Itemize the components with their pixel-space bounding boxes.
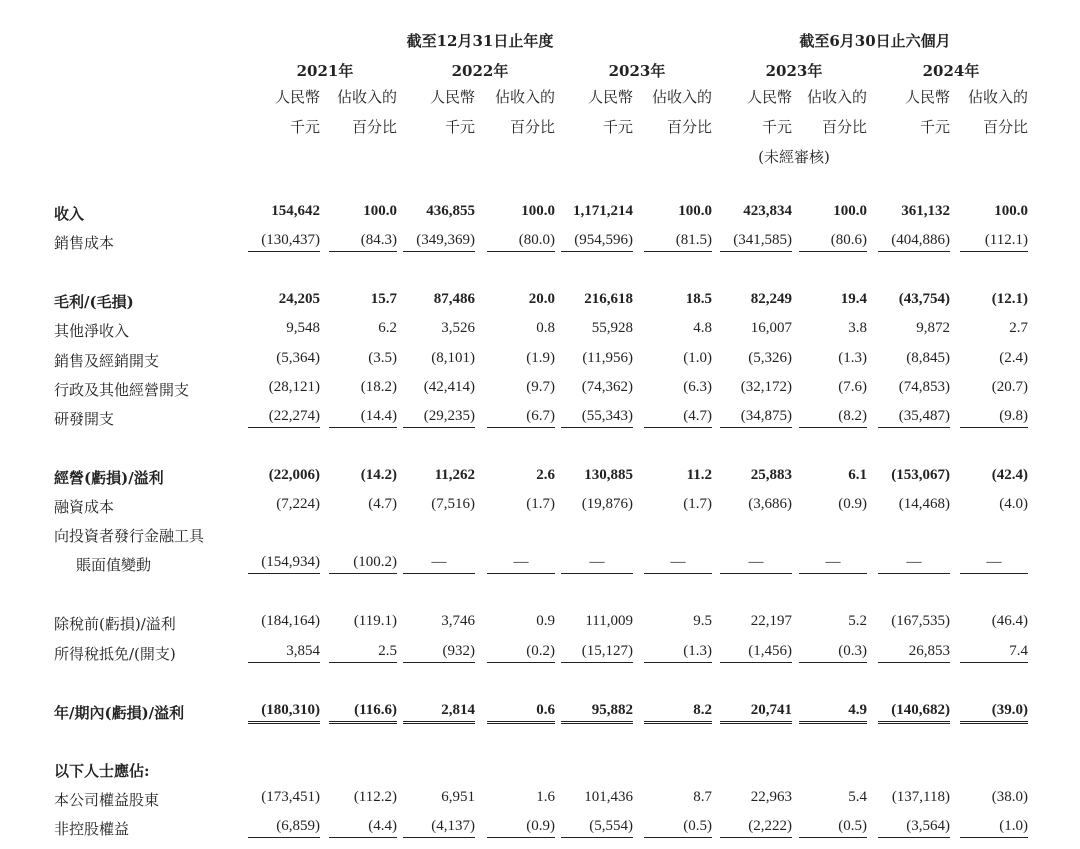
table-cell: (3.5) xyxy=(368,350,397,366)
table-cell: (7.6) xyxy=(838,379,867,395)
table-cell: (2.4) xyxy=(999,350,1028,366)
row-label: 年/期內(虧損)/溢利 xyxy=(54,704,185,722)
table-cell: (2,222) xyxy=(720,818,792,838)
table-cell: (167,535) xyxy=(891,613,950,629)
header-year-2021: 2021年 xyxy=(296,62,354,80)
header-rmb-line1: 人民幣 xyxy=(429,88,475,106)
table-cell: 3,854 xyxy=(248,643,320,663)
table-cell: 154,642 xyxy=(271,203,320,219)
table-cell: (0.5) xyxy=(644,818,712,838)
header-rmb-line2: 千元 xyxy=(761,118,792,136)
table-cell: (4.7) xyxy=(644,408,712,428)
header-rmb-line1: 人民幣 xyxy=(587,88,633,106)
row-label: 非控股權益 xyxy=(54,820,130,838)
table-cell: (80.0) xyxy=(487,232,555,252)
table-cell: (137,118) xyxy=(891,789,950,805)
table-cell: 111,009 xyxy=(585,613,633,629)
table-cell: (14.4) xyxy=(329,408,397,428)
table-cell: 436,855 xyxy=(426,203,475,219)
table-cell: 0.6 xyxy=(487,702,555,724)
table-cell: — xyxy=(403,554,475,574)
table-cell: 1.6 xyxy=(536,789,555,805)
table-cell: 1,171,214 xyxy=(573,203,633,219)
header-half-2023: 2023年 xyxy=(765,62,823,80)
table-cell: 7.4 xyxy=(960,643,1028,663)
table-cell: (74,853) xyxy=(898,379,950,395)
header-pct-line1: 佔收入的 xyxy=(336,88,397,106)
table-cell: 6.2 xyxy=(378,320,397,336)
header-pct-line2: 百分比 xyxy=(666,118,712,136)
table-cell: 22,963 xyxy=(750,789,792,805)
table-cell: (1.0) xyxy=(960,818,1028,838)
table-cell: (28,121) xyxy=(268,379,320,395)
header-pct-line2: 百分比 xyxy=(821,118,867,136)
table-cell: (55,343) xyxy=(561,408,633,428)
table-cell: 55,928 xyxy=(591,320,633,336)
table-cell: (84.3) xyxy=(329,232,397,252)
table-cell: 87,486 xyxy=(433,291,475,307)
table-cell: 3,526 xyxy=(441,320,475,336)
row-label: 收入 xyxy=(54,205,85,223)
table-cell: (154,934) xyxy=(248,554,320,574)
table-cell: (180,310) xyxy=(248,702,320,724)
header-year-ended: 截至12月31日止年度 xyxy=(406,32,554,50)
table-cell: (4.7) xyxy=(368,496,397,512)
table-cell: 100.0 xyxy=(521,203,555,219)
table-cell: (0.3) xyxy=(799,643,867,663)
row-label: 本公司權益股東 xyxy=(54,791,160,809)
header-six-months-ended: 截至6月30日止六個月 xyxy=(799,32,951,50)
row-label: 融資成本 xyxy=(54,498,115,516)
table-cell: 8.7 xyxy=(693,789,712,805)
table-cell: (15,127) xyxy=(561,643,633,663)
table-cell: (5,326) xyxy=(748,350,792,366)
table-cell: (34,875) xyxy=(720,408,792,428)
table-cell: 18.5 xyxy=(685,291,712,307)
header-rmb-line1: 人民幣 xyxy=(274,88,320,106)
table-cell: (0.2) xyxy=(487,643,555,663)
table-cell: 2,814 xyxy=(403,702,475,724)
table-cell: — xyxy=(960,554,1028,574)
table-cell: 130,885 xyxy=(584,467,633,483)
table-cell: (4.0) xyxy=(999,496,1028,512)
table-cell: (116.6) xyxy=(329,702,397,724)
table-cell: (22,274) xyxy=(248,408,320,428)
table-cell: (1.0) xyxy=(683,350,712,366)
row-label: 賬面值變動 xyxy=(76,556,152,574)
table-cell: (3,564) xyxy=(878,818,950,838)
table-cell: (1.3) xyxy=(838,350,867,366)
header-rmb-line2: 千元 xyxy=(602,118,633,136)
table-cell: (35,487) xyxy=(878,408,950,428)
table-cell: 16,007 xyxy=(750,320,792,336)
table-cell: 19.4 xyxy=(840,291,867,307)
table-cell: (1.7) xyxy=(526,496,555,512)
table-cell: (341,585) xyxy=(720,232,792,252)
header-year-2022: 2022年 xyxy=(451,62,509,80)
row-label: 以下人士應佔: xyxy=(54,762,150,780)
table-cell: (9.7) xyxy=(526,379,555,395)
table-cell: (14.2) xyxy=(360,467,397,483)
table-cell: (39.0) xyxy=(960,702,1028,724)
table-cell: (1,456) xyxy=(720,643,792,663)
table-cell: 3.8 xyxy=(848,320,867,336)
table-cell: 3,746 xyxy=(441,613,475,629)
table-cell: 216,618 xyxy=(584,291,633,307)
table-cell: (18.2) xyxy=(360,379,397,395)
table-cell: (11,956) xyxy=(582,350,633,366)
table-cell: (8,845) xyxy=(906,350,950,366)
table-cell: 6,951 xyxy=(441,789,475,805)
row-label: 向投資者發行金融工具 xyxy=(54,527,205,545)
row-label: 行政及其他經營開支 xyxy=(54,381,190,399)
header-pct-line2: 百分比 xyxy=(351,118,397,136)
table-cell: (112.1) xyxy=(960,232,1028,252)
table-cell: (74,362) xyxy=(581,379,633,395)
table-cell: — xyxy=(799,554,867,574)
table-cell: 9,548 xyxy=(286,320,320,336)
table-cell: 100.0 xyxy=(678,203,712,219)
table-cell: (7,224) xyxy=(276,496,320,512)
table-cell: (32,172) xyxy=(740,379,792,395)
table-cell: (6,859) xyxy=(248,818,320,838)
table-cell: (20.7) xyxy=(991,379,1028,395)
table-cell: (81.5) xyxy=(644,232,712,252)
header-rmb-line2: 千元 xyxy=(444,118,475,136)
table-cell: (112.2) xyxy=(353,789,397,805)
table-cell: 361,132 xyxy=(901,203,950,219)
header-pct-line2: 百分比 xyxy=(982,118,1028,136)
table-cell: (404,886) xyxy=(878,232,950,252)
row-label: 除稅前(虧損)/溢利 xyxy=(54,615,176,633)
row-label: 經營(虧損)/溢利 xyxy=(54,469,164,487)
table-cell: 95,882 xyxy=(561,702,633,724)
header-year-2023: 2023年 xyxy=(608,62,666,80)
table-cell: (173,451) xyxy=(261,789,320,805)
table-cell: (1.3) xyxy=(644,643,712,663)
table-cell: (9.8) xyxy=(960,408,1028,428)
table-cell: 9,872 xyxy=(916,320,950,336)
table-cell: 82,249 xyxy=(750,291,792,307)
table-cell: (954,596) xyxy=(561,232,633,252)
table-cell: 0.9 xyxy=(536,613,555,629)
table-cell: (119.1) xyxy=(353,613,397,629)
table-cell: 0.8 xyxy=(536,320,555,336)
table-cell: (1.9) xyxy=(526,350,555,366)
table-cell: (6.7) xyxy=(487,408,555,428)
table-cell: (4.4) xyxy=(329,818,397,838)
table-cell: 5.2 xyxy=(848,613,867,629)
table-cell: (3,686) xyxy=(748,496,792,512)
table-cell: 100.0 xyxy=(833,203,867,219)
table-cell: 101,436 xyxy=(584,789,633,805)
table-cell: (42,414) xyxy=(423,379,475,395)
table-cell: (5,364) xyxy=(276,350,320,366)
table-cell: (46.4) xyxy=(991,613,1028,629)
row-label: 銷售及經銷開支 xyxy=(54,352,160,370)
table-cell: (6.3) xyxy=(683,379,712,395)
table-cell: 11,262 xyxy=(434,467,475,483)
table-cell: (43,754) xyxy=(898,291,950,307)
table-cell: 20,741 xyxy=(720,702,792,724)
row-label: 研發開支 xyxy=(54,410,115,428)
table-cell: 25,883 xyxy=(750,467,792,483)
header-rmb-line2: 千元 xyxy=(919,118,950,136)
header-pct-line1: 佔收入的 xyxy=(806,88,867,106)
table-cell: (1.7) xyxy=(683,496,712,512)
table-cell: 20.0 xyxy=(528,291,555,307)
table-cell: (8.2) xyxy=(799,408,867,428)
table-cell: (22,006) xyxy=(268,467,320,483)
table-cell: (0.9) xyxy=(487,818,555,838)
table-cell: (7,516) xyxy=(431,496,475,512)
table-cell: (29,235) xyxy=(403,408,475,428)
header-pct-line1: 佔收入的 xyxy=(967,88,1028,106)
table-cell: 2.6 xyxy=(536,467,555,483)
table-cell: (42.4) xyxy=(991,467,1028,483)
table-cell: (80.6) xyxy=(799,232,867,252)
table-cell: (38.0) xyxy=(991,789,1028,805)
table-cell: 22,197 xyxy=(750,613,792,629)
table-cell: (184,164) xyxy=(261,613,320,629)
row-label: 其他淨收入 xyxy=(54,322,130,340)
table-cell: 6.1 xyxy=(848,467,867,483)
header-pct-line1: 佔收入的 xyxy=(651,88,712,106)
table-cell: (12.1) xyxy=(991,291,1028,307)
row-label: 所得稅抵免/(開支) xyxy=(54,645,176,663)
table-cell: — xyxy=(644,554,712,574)
header-half-2024: 2024年 xyxy=(922,62,980,80)
table-cell: (5,554) xyxy=(561,818,633,838)
table-cell: (8,101) xyxy=(431,350,475,366)
table-cell: (140,682) xyxy=(878,702,950,724)
table-cell: 15.7 xyxy=(370,291,397,307)
table-cell: 4.8 xyxy=(693,320,712,336)
table-cell: 4.9 xyxy=(799,702,867,724)
table-cell: (19,876) xyxy=(581,496,633,512)
table-cell: 423,834 xyxy=(743,203,792,219)
table-cell: (0.5) xyxy=(799,818,867,838)
table-cell: 8.2 xyxy=(644,702,712,724)
header-pct-line2: 百分比 xyxy=(509,118,555,136)
table-cell: 100.0 xyxy=(363,203,397,219)
table-cell: (932) xyxy=(403,643,475,663)
table-cell: 100.0 xyxy=(994,203,1028,219)
header-pct-line1: 佔收入的 xyxy=(494,88,555,106)
table-cell: — xyxy=(561,554,633,574)
header-rmb-line1: 人民幣 xyxy=(904,88,950,106)
row-label: 銷售成本 xyxy=(54,234,115,252)
table-cell: 2.5 xyxy=(329,643,397,663)
table-cell: 26,853 xyxy=(878,643,950,663)
table-cell: 9.5 xyxy=(693,613,712,629)
header-unaudited: (未經審核) xyxy=(758,148,830,166)
table-cell: (349,369) xyxy=(403,232,475,252)
table-cell: (130,437) xyxy=(248,232,320,252)
table-cell: (4,137) xyxy=(403,818,475,838)
table-cell: (100.2) xyxy=(329,554,397,574)
table-cell: 24,205 xyxy=(278,291,320,307)
row-label: 毛利/(毛損) xyxy=(54,293,134,311)
header-rmb-line2: 千元 xyxy=(289,118,320,136)
header-rmb-line1: 人民幣 xyxy=(746,88,792,106)
table-cell: 5.4 xyxy=(848,789,867,805)
table-cell: 2.7 xyxy=(1009,320,1028,336)
table-cell: — xyxy=(487,554,555,574)
table-cell: — xyxy=(878,554,950,574)
table-cell: (0.9) xyxy=(838,496,867,512)
table-cell: — xyxy=(720,554,792,574)
table-cell: 11.2 xyxy=(686,467,712,483)
table-cell: (153,067) xyxy=(891,467,950,483)
table-cell: (14,468) xyxy=(898,496,950,512)
